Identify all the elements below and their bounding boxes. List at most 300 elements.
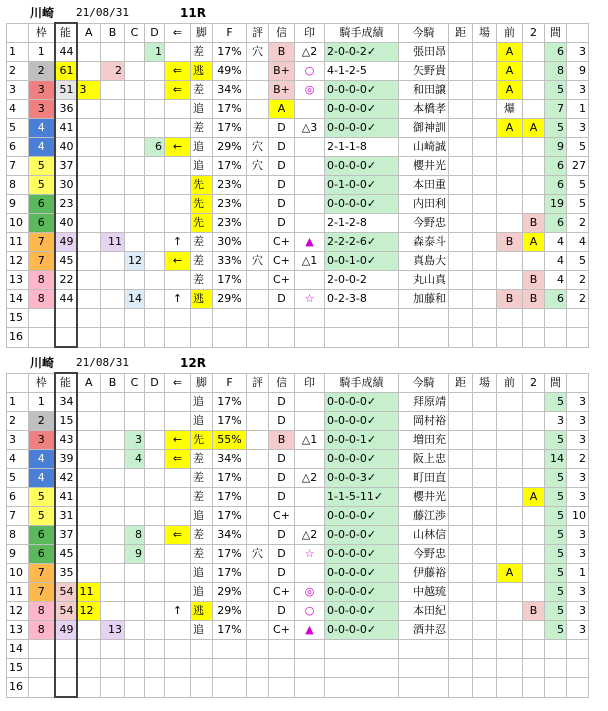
interval-sub-cell: 3 [567, 81, 589, 100]
waku-cell: 5 [29, 157, 55, 176]
evaluation-cell [247, 450, 269, 469]
jockey-record-cell: 1-1-5-11✓ [325, 488, 399, 507]
distance-cell [449, 583, 473, 602]
row-number: 7 [7, 157, 29, 176]
f-percent-cell: 23% [213, 195, 247, 214]
d-index-cell [145, 545, 165, 564]
arrow-cell: ← [165, 138, 191, 157]
a-index-cell [77, 252, 101, 271]
distance-cell [449, 43, 473, 62]
arrow-cell: ↑ [165, 602, 191, 621]
jockey-name-cell: 森泰斗 [399, 233, 449, 252]
previous-cell [497, 431, 523, 450]
evaluation-cell [247, 412, 269, 431]
distance-cell [449, 526, 473, 545]
waku-cell: 1 [29, 43, 55, 62]
d-index-cell [145, 252, 165, 271]
second-cell: B [523, 290, 545, 309]
column-header: D [145, 373, 165, 393]
interval-sub-cell: 2 [567, 290, 589, 309]
mark-cell: ○ [295, 62, 325, 81]
interval-sub-cell: 2 [567, 214, 589, 233]
f-percent-cell: 29% [213, 602, 247, 621]
d-index-cell [145, 290, 165, 309]
table-row [7, 176, 589, 195]
mark-cell [295, 157, 325, 176]
waku-cell: 2 [29, 412, 55, 431]
interval-sub-cell: 3 [567, 469, 589, 488]
interval-sub-cell: 3 [567, 545, 589, 564]
c-index-cell [125, 81, 145, 100]
leg-style-cell: 先 [191, 176, 213, 195]
column-header: ⇐ [165, 373, 191, 393]
ability-cell: 39 [55, 450, 77, 469]
mark-cell [295, 309, 325, 328]
jockey-name-cell: 阪上忠 [399, 450, 449, 469]
leg-style-cell: 追 [191, 507, 213, 526]
leg-style-cell: 差 [191, 488, 213, 507]
course-cell [473, 62, 497, 81]
d-index-cell [145, 412, 165, 431]
table-row [7, 678, 589, 698]
confidence-cell: C+ [269, 507, 295, 526]
mark-cell: ▲ [295, 233, 325, 252]
distance-cell [449, 271, 473, 290]
jockey-name-cell: 本橋孝 [399, 100, 449, 119]
row-number: 15 [7, 309, 29, 328]
interval-cell: 14 [545, 450, 567, 469]
interval-sub-cell: 10 [567, 507, 589, 526]
leg-style-cell: 差 [191, 43, 213, 62]
distance-cell [449, 640, 473, 659]
d-index-cell [145, 81, 165, 100]
jockey-record-cell: 0-0-0-0✓ [325, 545, 399, 564]
row-number: 7 [7, 507, 29, 526]
leg-style-cell: 逃 [191, 290, 213, 309]
evaluation-cell [247, 328, 269, 348]
confidence-cell [269, 640, 295, 659]
ability-cell: 44 [55, 43, 77, 62]
course-cell [473, 431, 497, 450]
jockey-record-cell: 0-0-0-3✓ [325, 469, 399, 488]
table-row [7, 450, 589, 469]
d-index-cell [145, 157, 165, 176]
interval-sub-cell [567, 678, 589, 698]
previous-cell [497, 176, 523, 195]
confidence-cell [269, 659, 295, 678]
c-index-cell [125, 100, 145, 119]
column-header: F [213, 23, 247, 43]
column-header: 前 [497, 373, 523, 393]
a-index-cell [77, 271, 101, 290]
race-table-11r [6, 22, 589, 348]
ability-cell: 23 [55, 195, 77, 214]
waku-cell: 7 [29, 564, 55, 583]
mark-cell: ☆ [295, 545, 325, 564]
course-cell [473, 393, 497, 412]
f-percent-cell: 17% [213, 507, 247, 526]
row-number: 4 [7, 450, 29, 469]
column-header: 信 [269, 373, 295, 393]
b-index-cell [101, 290, 125, 309]
c-index-cell [125, 233, 145, 252]
b-index-cell [101, 309, 125, 328]
interval-sub-cell: 3 [567, 412, 589, 431]
jockey-record-cell: 0-2-3-8 [325, 290, 399, 309]
distance-cell [449, 431, 473, 450]
column-header: 信 [269, 23, 295, 43]
b-index-cell [101, 328, 125, 348]
evaluation-cell [247, 233, 269, 252]
mark-cell [295, 659, 325, 678]
waku-cell: 2 [29, 62, 55, 81]
arrow-cell [165, 100, 191, 119]
waku-cell: 1 [29, 393, 55, 412]
waku-cell: 6 [29, 545, 55, 564]
a-index-cell [77, 195, 101, 214]
mark-cell: ◎ [295, 81, 325, 100]
arrow-cell: ⇐ [165, 81, 191, 100]
row-number: 4 [7, 100, 29, 119]
interval-sub-cell: 1 [567, 100, 589, 119]
evaluation-cell [247, 81, 269, 100]
column-header [567, 373, 589, 393]
waku-cell: 5 [29, 176, 55, 195]
f-percent-cell: 30% [213, 233, 247, 252]
distance-cell [449, 81, 473, 100]
evaluation-cell [247, 469, 269, 488]
waku-cell [29, 678, 55, 698]
waku-cell: 4 [29, 119, 55, 138]
race-table-12r [6, 372, 589, 698]
course-cell [473, 659, 497, 678]
leg-style-cell: 差 [191, 119, 213, 138]
interval-sub-cell: 3 [567, 119, 589, 138]
jockey-name-cell: 本田紀 [399, 602, 449, 621]
leg-style-cell: 先 [191, 214, 213, 233]
a-index-cell [77, 488, 101, 507]
row-number: 15 [7, 659, 29, 678]
leg-style-cell: 追 [191, 157, 213, 176]
interval-cell: 5 [545, 431, 567, 450]
arrow-cell: ← [165, 431, 191, 450]
d-index-cell [145, 119, 165, 138]
row-number: 13 [7, 621, 29, 640]
table-row [7, 526, 589, 545]
arrow-cell [165, 43, 191, 62]
a-index-cell [77, 431, 101, 450]
table-row [7, 271, 589, 290]
column-header: D [145, 23, 165, 43]
interval-cell: 5 [545, 507, 567, 526]
previous-cell [497, 507, 523, 526]
evaluation-cell [247, 393, 269, 412]
confidence-cell: D [269, 119, 295, 138]
d-index-cell: 6 [145, 138, 165, 157]
evaluation-cell [247, 119, 269, 138]
arrow-cell [165, 157, 191, 176]
b-index-cell [101, 271, 125, 290]
ability-cell: 40 [55, 214, 77, 233]
distance-cell [449, 659, 473, 678]
column-header: F [213, 373, 247, 393]
interval-cell: 4 [545, 271, 567, 290]
ability-cell: 15 [55, 412, 77, 431]
jockey-name-cell: 伊藤裕 [399, 564, 449, 583]
jockey-name-cell [399, 309, 449, 328]
course-cell [473, 507, 497, 526]
b-index-cell [101, 678, 125, 698]
f-percent-cell: 17% [213, 271, 247, 290]
course-cell [473, 290, 497, 309]
previous-cell [497, 393, 523, 412]
column-header: ⇐ [165, 23, 191, 43]
f-percent-cell: 34% [213, 81, 247, 100]
previous-cell: 爆 [497, 100, 523, 119]
course-cell [473, 450, 497, 469]
d-index-cell [145, 309, 165, 328]
ability-cell [55, 678, 77, 698]
distance-cell [449, 450, 473, 469]
table-row [7, 393, 589, 412]
mark-cell: ○ [295, 602, 325, 621]
second-cell [523, 545, 545, 564]
row-number: 10 [7, 214, 29, 233]
mark-cell [295, 412, 325, 431]
ability-cell: 35 [55, 564, 77, 583]
second-cell [523, 431, 545, 450]
waku-cell: 8 [29, 290, 55, 309]
interval-cell: 5 [545, 545, 567, 564]
interval-cell: 5 [545, 119, 567, 138]
c-index-cell [125, 176, 145, 195]
ability-cell: 54 [55, 583, 77, 602]
arrow-cell: ⇐ [165, 62, 191, 81]
previous-cell: A [497, 43, 523, 62]
distance-cell [449, 328, 473, 348]
arrow-cell: ↑ [165, 233, 191, 252]
evaluation-cell [247, 488, 269, 507]
jockey-record-cell: 0-0-0-0✓ [325, 526, 399, 545]
jockey-record-cell [325, 640, 399, 659]
f-percent-cell: 33% [213, 252, 247, 271]
d-index-cell [145, 271, 165, 290]
evaluation-cell [247, 507, 269, 526]
c-index-cell [125, 195, 145, 214]
column-header: 間 [545, 23, 567, 43]
leg-style-cell: 追 [191, 564, 213, 583]
c-index-cell: 9 [125, 545, 145, 564]
arrow-cell [165, 678, 191, 698]
c-index-cell [125, 309, 145, 328]
interval-cell: 5 [545, 621, 567, 640]
jockey-record-cell: 0-0-0-0✓ [325, 119, 399, 138]
d-index-cell [145, 678, 165, 698]
b-index-cell [101, 100, 125, 119]
waku-cell: 6 [29, 526, 55, 545]
d-index-cell [145, 450, 165, 469]
interval-cell: 5 [545, 564, 567, 583]
interval-cell: 4 [545, 252, 567, 271]
leg-style-cell [191, 659, 213, 678]
ability-cell: 45 [55, 252, 77, 271]
column-header: C [125, 373, 145, 393]
ability-cell: 41 [55, 119, 77, 138]
table-row [7, 431, 589, 450]
course-cell [473, 488, 497, 507]
c-index-cell [125, 678, 145, 698]
distance-cell [449, 309, 473, 328]
arrow-cell: ⇐ [165, 526, 191, 545]
f-percent-cell: 17% [213, 43, 247, 62]
a-index-cell [77, 393, 101, 412]
d-index-cell [145, 62, 165, 81]
row-number: 8 [7, 176, 29, 195]
row-number: 13 [7, 271, 29, 290]
column-header: B [101, 373, 125, 393]
previous-cell [497, 138, 523, 157]
mark-cell [295, 450, 325, 469]
d-index-cell [145, 176, 165, 195]
c-index-cell: 12 [125, 252, 145, 271]
previous-cell: B [497, 290, 523, 309]
a-index-cell [77, 62, 101, 81]
c-index-cell [125, 602, 145, 621]
d-index-cell [145, 431, 165, 450]
waku-cell: 8 [29, 621, 55, 640]
d-index-cell [145, 328, 165, 348]
distance-cell [449, 488, 473, 507]
column-header: 騎手成績 [325, 23, 399, 43]
b-index-cell: 11 [101, 233, 125, 252]
b-index-cell [101, 507, 125, 526]
interval-cell: 6 [545, 157, 567, 176]
row-number: 3 [7, 81, 29, 100]
a-index-cell [77, 621, 101, 640]
interval-sub-cell: 3 [567, 583, 589, 602]
c-index-cell [125, 412, 145, 431]
mark-cell: ☆ [295, 290, 325, 309]
confidence-cell [269, 309, 295, 328]
previous-cell [497, 450, 523, 469]
a-index-cell [77, 43, 101, 62]
a-index-cell [77, 564, 101, 583]
second-cell [523, 450, 545, 469]
distance-cell [449, 252, 473, 271]
second-cell [523, 507, 545, 526]
ability-cell [55, 640, 77, 659]
column-header: A [77, 373, 101, 393]
waku-cell [29, 328, 55, 348]
f-percent-cell: 17% [213, 488, 247, 507]
table-row [7, 621, 589, 640]
evaluation-cell [247, 602, 269, 621]
jockey-name-cell: 櫻井光 [399, 488, 449, 507]
interval-cell: 4 [545, 233, 567, 252]
confidence-cell: C+ [269, 583, 295, 602]
ability-cell: 43 [55, 431, 77, 450]
course-cell [473, 176, 497, 195]
header-row [7, 23, 589, 43]
a-index-cell [77, 138, 101, 157]
mark-cell: △1 [295, 431, 325, 450]
second-cell [523, 309, 545, 328]
mark-cell [295, 488, 325, 507]
ability-cell [55, 309, 77, 328]
venue-label: 川崎 [30, 6, 55, 20]
previous-cell [497, 602, 523, 621]
jockey-name-cell: 丸山真 [399, 271, 449, 290]
distance-cell [449, 290, 473, 309]
second-cell: A [523, 119, 545, 138]
table-row [7, 309, 589, 328]
jockey-name-cell: 岡村裕 [399, 412, 449, 431]
arrow-cell [165, 214, 191, 233]
jockey-name-cell: 今野忠 [399, 545, 449, 564]
evaluation-cell: 穴 [247, 157, 269, 176]
second-cell [523, 564, 545, 583]
column-header: 脚 [191, 23, 213, 43]
a-index-cell [77, 640, 101, 659]
jockey-record-cell: 2-1-1-8 [325, 138, 399, 157]
mark-cell [295, 678, 325, 698]
arrow-cell [165, 640, 191, 659]
interval-cell [545, 640, 567, 659]
course-cell [473, 621, 497, 640]
leg-style-cell: 追 [191, 138, 213, 157]
course-cell [473, 526, 497, 545]
jockey-record-cell [325, 309, 399, 328]
leg-style-cell: 逃 [191, 62, 213, 81]
confidence-cell: C+ [269, 271, 295, 290]
ability-cell [55, 328, 77, 348]
d-index-cell [145, 214, 165, 233]
arrow-cell: ⇐ [165, 450, 191, 469]
ability-cell: 31 [55, 507, 77, 526]
column-header: 評 [247, 23, 269, 43]
course-cell [473, 328, 497, 348]
column-header: 場 [473, 373, 497, 393]
leg-style-cell: 差 [191, 81, 213, 100]
f-percent-cell [213, 678, 247, 698]
arrow-cell [165, 583, 191, 602]
ability-cell: 36 [55, 100, 77, 119]
arrow-cell [165, 488, 191, 507]
interval-sub-cell: 3 [567, 526, 589, 545]
column-header: 距 [449, 373, 473, 393]
f-percent-cell: 17% [213, 412, 247, 431]
arrow-cell [165, 119, 191, 138]
course-cell [473, 119, 497, 138]
confidence-cell: C+ [269, 621, 295, 640]
b-index-cell [101, 564, 125, 583]
column-header: 2 [523, 23, 545, 43]
f-percent-cell: 17% [213, 545, 247, 564]
c-index-cell [125, 119, 145, 138]
distance-cell [449, 469, 473, 488]
course-cell [473, 678, 497, 698]
c-index-cell [125, 62, 145, 81]
f-percent-cell [213, 659, 247, 678]
waku-cell: 3 [29, 81, 55, 100]
column-header: 枠 [29, 373, 55, 393]
d-index-cell [145, 564, 165, 583]
column-header: 距 [449, 23, 473, 43]
d-index-cell [145, 602, 165, 621]
column-header: 騎手成績 [325, 373, 399, 393]
a-index-cell [77, 233, 101, 252]
interval-cell: 6 [545, 290, 567, 309]
